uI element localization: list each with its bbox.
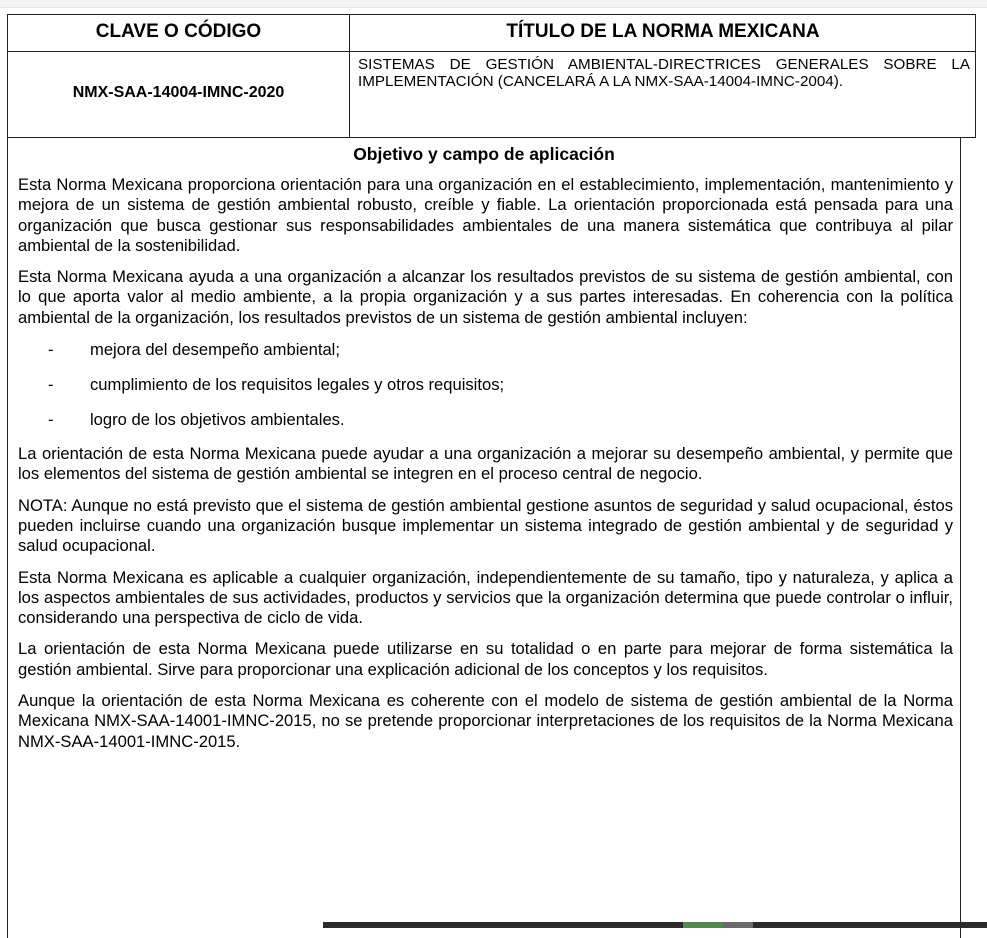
paragraph: Aunque la orientación de esta Norma Mexicana es coherente con el modelo de sistema de gestión ambiental de la Norma Mexicana NMX-SAA-14001-IMNC-2015, no se pretende proporcionar interpretaciones de los requisitos de la Norma Mexicana NMX-SAA-14001-IMNC-2015.	[18, 691, 953, 751]
paragraph: Esta Norma Mexicana ayuda a una organización a alcanzar los resultados previstos de su sistema de gestión ambiental, con lo que aporta valor al medio ambiente, a la propia organización y a sus partes interesadas. En coherencia con la política ambiental de la organización, los resultados previstos de un sistema de gestión ambiental incluyen:	[18, 267, 953, 327]
section-content	[18, 175, 953, 763]
list-item-text: mejora del desempeño ambiental;	[90, 340, 340, 360]
list-item-text: logro de los objetivos ambientales.	[90, 410, 345, 430]
paragraph: La orientación de esta Norma Mexicana puede utilizarse en su totalidad o en parte para mejorar de forma sistemática la gestión ambiental. Sirve para proporcionar una explicación adicional de los conceptos y los requisitos.	[18, 639, 953, 679]
taskbar-segment	[723, 922, 753, 928]
norm-title-column-title: TÍTULO DE LA NORMA MEXICANA	[506, 21, 820, 42]
list-item	[18, 339, 953, 360]
bullet-dash: -	[48, 340, 54, 360]
list-item	[18, 374, 953, 395]
norm-code: NMX-SAA-14004-IMNC-2020	[72, 84, 285, 101]
page-top-edge	[0, 0, 987, 8]
list-item-text: cumplimiento de los requisitos legales y otros requisitos;	[90, 375, 505, 395]
note-paragraph: NOTA: Aunque no está previsto que el sistema de gestión ambiental gestione asuntos de seguridad y salud ocupacional, éstos pueden incluirse cuando una organización busque implementar un sistema integrado de gestión ambiental y de seguridad y salud ocupacional.	[18, 495, 953, 556]
paragraph: La orientación de esta Norma Mexicana puede ayudar a una organización a mejorar su desempeño ambiental, y permite que los elementos del sistema de gestión ambiental se integren en el proceso central de negocio.	[18, 444, 953, 484]
paragraph: Esta Norma Mexicana es aplicable a cualquier organización, independientemente de su tamaño, tipo y naturaleza, y aplica a los aspectos ambientales de sus actividades, productos y servicios que la organización determina que puede controlar o influir, considerando una perspectiva de ciclo de vida.	[18, 567, 953, 628]
bullet-dash: -	[48, 375, 54, 395]
bullet-dash: -	[48, 410, 54, 430]
code-column-title: CLAVE O CÓDIGO	[95, 21, 262, 42]
taskbar-strip	[323, 922, 987, 928]
taskbar-accent	[683, 922, 723, 928]
norm-title: SISTEMAS DE GESTIÓN AMBIENTAL-DIRECTRICES GENERALES SOBRE LA IMPLEMENTACIÓN (CANCELARÁ A LA NMX-SAA-14004-IMNC-2004).	[358, 56, 970, 90]
scope-section	[7, 138, 961, 938]
list-item	[18, 409, 953, 430]
column-divider	[349, 15, 350, 137]
outcomes-list	[18, 339, 953, 430]
paragraph: Esta Norma Mexicana proporciona orientación para una organización en el establecimiento, implementación, mantenimiento y mejora de un sistema de gestión ambiental robusto, creíble y fiable. La orientación proporcionada está pensada para una organización que busca gestionar sus responsabilidades ambientales de una manera sistemática que contribuya al pilar ambiental de la sostenibilidad.	[18, 175, 953, 255]
norm-header-table	[7, 14, 976, 138]
section-title: Objetivo y campo de aplicación	[353, 144, 615, 164]
